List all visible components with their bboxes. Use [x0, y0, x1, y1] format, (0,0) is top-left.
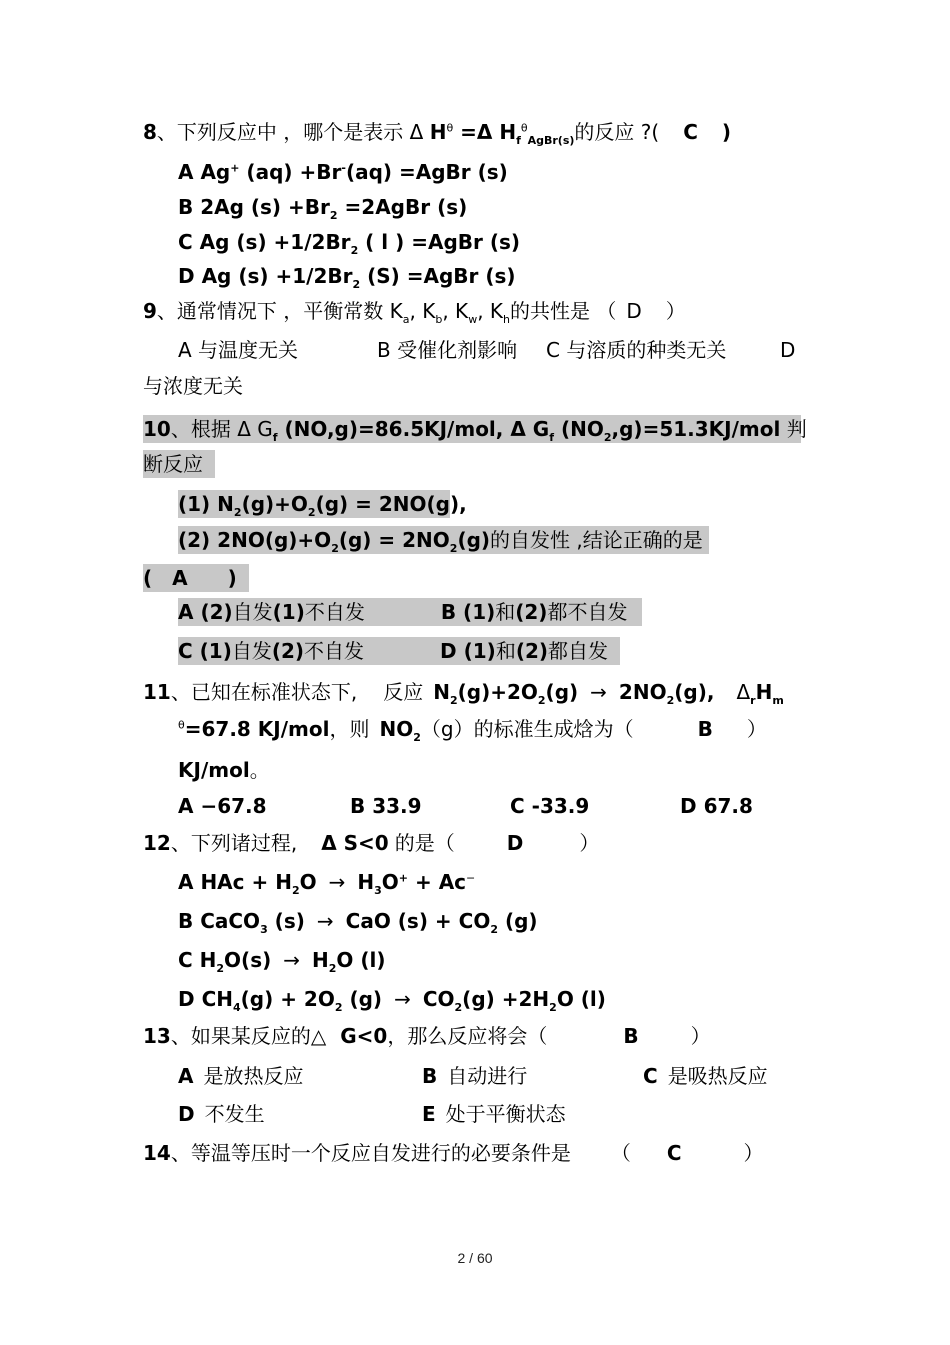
- question-11-stem-cont: $^\theta$=67.8 KJ/mol，则 $NO_2(g)$的标准生成焓为（ B ）: [178, 717, 767, 744]
- answer-13: B: [623, 1024, 639, 1048]
- question-number: 14: [143, 1141, 171, 1165]
- question-10-reaction-1: (1) $N_2(g)+O_2(g) = 2NO(g)$,: [178, 492, 467, 519]
- page-number: 2 / 60: [457, 1250, 493, 1266]
- question-8-option-a: A Ag+ (aq) +Br-(aq) =AgBr (s): [178, 160, 508, 184]
- question-9-option-a: A 与温度无关: [178, 338, 299, 362]
- question-12-option-d: D $CH_4(g) + 2O_2$ $(g) \to CO_2(g) +2H_2O$ (l): [178, 987, 606, 1014]
- answer-9: D: [626, 299, 642, 323]
- question-number: 9: [143, 299, 157, 323]
- question-number: 10: [143, 417, 171, 441]
- question-11-option-a: A −67.8: [178, 794, 267, 818]
- question-10-options-ab: A (2)自发(1)不自发 B (1)和(2)都不自发: [178, 598, 642, 626]
- question-12-option-c: C $H_2O(s) \to H_2O$ (l): [178, 948, 386, 975]
- question-13-option-a: A 是放热反应: [178, 1064, 304, 1088]
- question-9-option-d-letter: D: [780, 338, 796, 362]
- question-13-stem: 13、如果某反应的△ G<0，那么反应将会（ B ）: [143, 1024, 711, 1048]
- question-9-option-d-text: 与浓度无关: [143, 374, 243, 398]
- question-12-stem: 12、下列诸过程, Δ S<0 的是（ D ）: [143, 831, 600, 855]
- question-13-option-c: C 是吸热反应: [643, 1064, 768, 1088]
- answer-12: D: [506, 831, 524, 855]
- question-14-stem: 14、等温等压时一个反应自发进行的必要条件是 （ C ）: [143, 1141, 764, 1165]
- question-11-option-c: C -33.9: [510, 794, 590, 818]
- question-8-stem: 8、下列反应中 ，哪个是表示 Δ $H^\theta =\Delta$ $H_f^\theta_{AgBr(s)}$的反应 ?( C ): [143, 120, 732, 147]
- question-10-stem: 10、根据 Δ $G_f$ (NO,g)=86.5KJ/mol, Δ $G_f$ $(NO_2,g)=51.3KJ$/mol 判: [143, 417, 807, 444]
- question-11-option-b: B 33.9: [350, 794, 422, 818]
- question-11-unit: KJ/mol。: [178, 758, 270, 782]
- answer-10: A: [172, 566, 188, 590]
- answer-8: C: [683, 120, 698, 144]
- question-9-option-c: C 与溶质的种类无关: [546, 338, 727, 362]
- question-13-option-b: B 自动进行: [422, 1064, 528, 1088]
- question-10-reaction-2: (2) $2NO(g)+O_2(g) = 2NO_2(g)$的自发性 ,结论正确的是: [178, 526, 709, 554]
- question-13-option-d: D 不发生: [178, 1102, 265, 1126]
- answer-14: C: [666, 1141, 682, 1165]
- question-11-stem: 11、已知在标准状态下, 反应 $N_2(g)+2O_2(g) \to 2NO_2(g)$, $\Delta_rH_m$: [143, 680, 784, 707]
- question-8-option-d: D Ag $(s) +1/2Br_2$ (S) =AgBr (s): [178, 264, 516, 291]
- question-10-options-cd: C (1)自发(2)不自发 D (1)和(2)都自发: [178, 637, 620, 665]
- question-12-option-a: A HAc + $H_2O \to H_3O^+ + Ac^-$: [178, 870, 476, 897]
- question-12-option-b: B CaCO$_3$ (s) → CaO $(s) + CO_2$ (g): [178, 909, 538, 936]
- question-13-option-e: E 处于平衡状态: [422, 1102, 566, 1126]
- question-9-option-b: B 受催化剂影响: [377, 338, 518, 362]
- question-11-option-d: D 67.8: [680, 794, 753, 818]
- question-10-answer: ( A ): [143, 564, 249, 592]
- question-number: 12: [143, 831, 171, 855]
- question-9-stem: 9、通常情况下 ，平衡常数 $K_a$, $K_b$, $K_w$, $K_h$的共性是 （ D ）: [143, 299, 686, 326]
- answer-11: B: [697, 717, 713, 741]
- question-number: 8: [143, 120, 157, 144]
- question-10-stem-cont: 断反应: [143, 450, 215, 478]
- question-8-option-c: C Ag $(s) +1/2Br_2$ ( l ) =AgBr (s): [178, 230, 521, 257]
- question-number: 13: [143, 1024, 171, 1048]
- question-8-option-b: B 2Ag $(s) +Br_2$ =2AgBr (s): [178, 195, 468, 222]
- question-number: 11: [143, 680, 171, 704]
